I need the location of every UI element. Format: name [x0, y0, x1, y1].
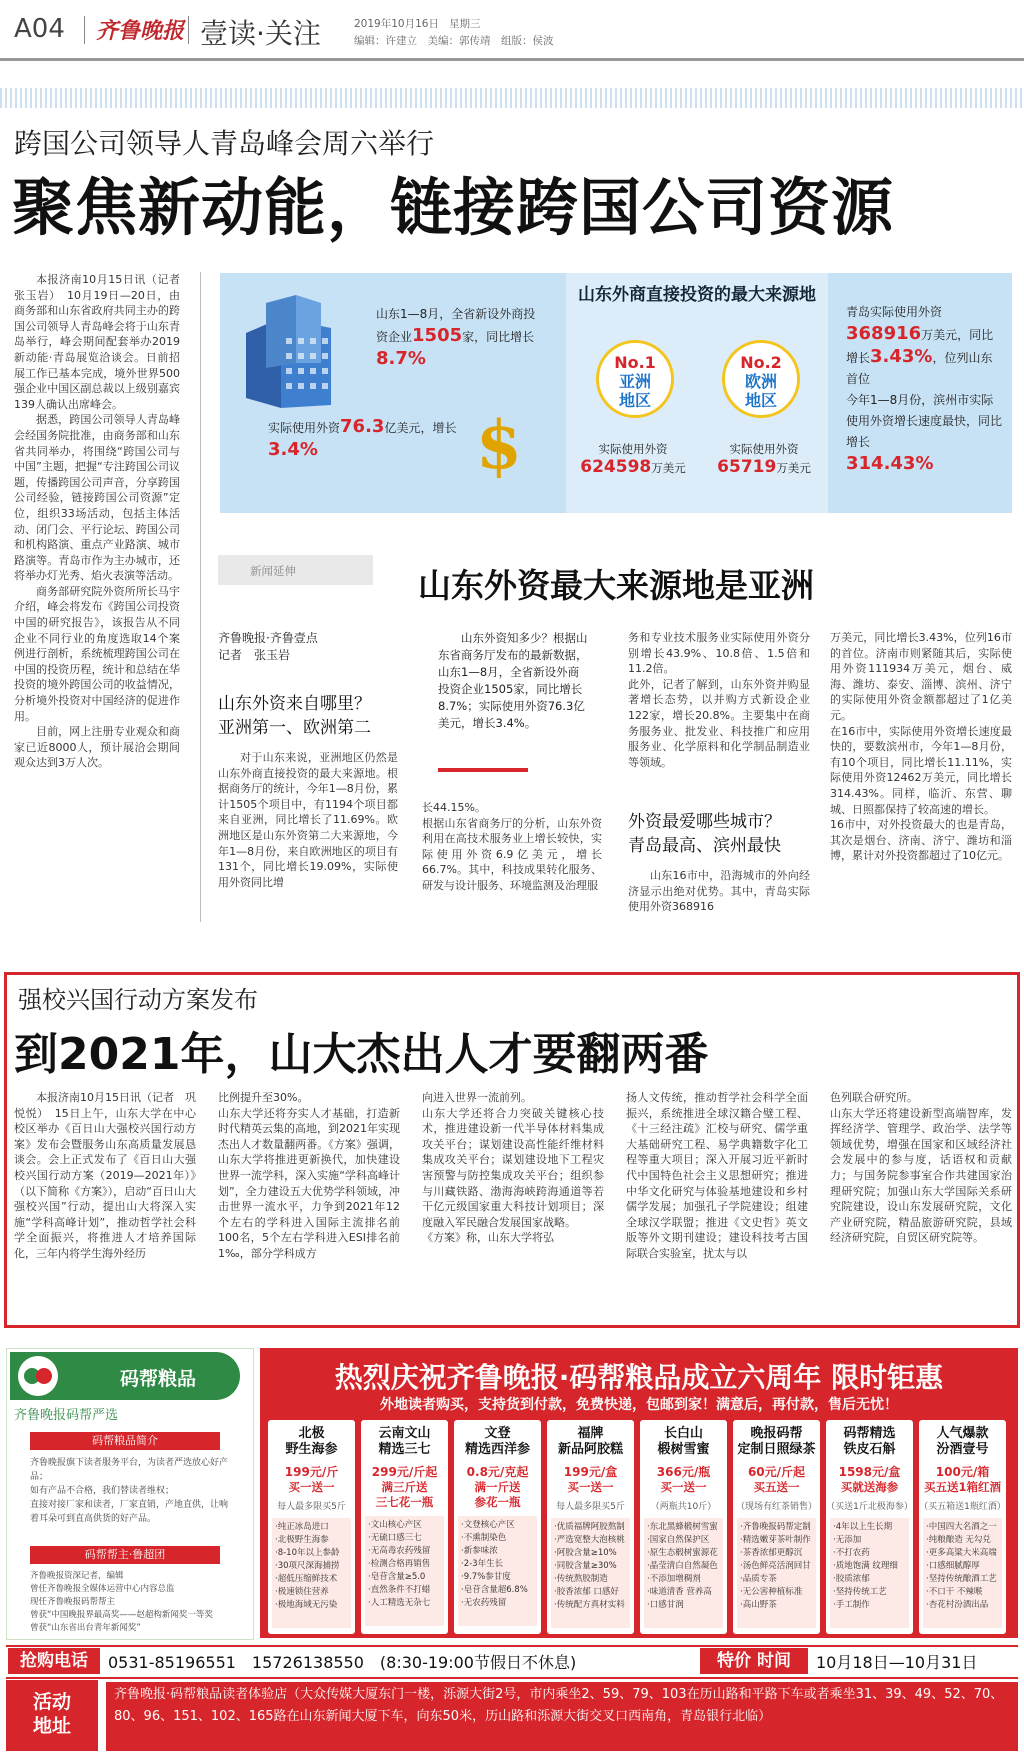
stat-label: 实际使用外资 [598, 442, 668, 456]
product-features: ·文山核心产区 ·无硫口感三七 ·无高毒农药残留 ·检测合格再销售 ·皂苷含量≥5.0 ·直然条件不打蜡 ·人工精选无杂七 [365, 1516, 444, 1626]
story2-col3b: 山东16市中，沿海城市的外向经济显示出绝对优势。其中，青岛实际使用外资368916 [628, 869, 810, 914]
stat-value: 624598 [580, 457, 652, 477]
product-deal: 买就送海参 [840, 1480, 899, 1494]
column-rule [200, 272, 201, 922]
badge-rank: No.2 [740, 353, 782, 372]
stat-value: 368916 [846, 323, 922, 344]
ad-intro-text: 齐鲁晚报旗下读者服务平台，为读者严选放心好产品； 如有产品不合格，我们替读者维权； 直接对接厂家和读者，厂家直销，产地直供，让响着耳朵可到直高供货的好产品。 [30, 1458, 229, 1524]
product-price: 199元/盒 [563, 1465, 618, 1479]
stat-value: 3.4% [268, 439, 318, 460]
product-price: 299元/斤起 [371, 1465, 438, 1479]
product-name: 长白山 椴树雪蜜 [657, 1426, 710, 1457]
news-extension-tag [218, 555, 373, 585]
product-note: （买送1斤北极海参） [826, 1502, 913, 1512]
product-price: 0.8元/克起 [466, 1465, 529, 1479]
address-text: 齐鲁晚报·码帮粮品读者体验店（大众传媒大厦东门一楼，泺源大街2号，市内乘坐2、59、79、103在历山路和平路下车或者乘坐31、39、49、52、70、80、96、151、102、165路在山东新闻大厦下车，向东50米，历山路和泺源大街交叉口西南角，青岛银行北临） [106, 1682, 1018, 1751]
story1-body [14, 272, 191, 922]
paragraph: 商务部研究院外资所所长马宇介绍，峰会将发布《跨国公司投资中国的研究报告》，该报告从不同企业不同行业的角度选取14个案例进行剖析，系统梳理跨国公司在中国的投资历程，统计和总结在华投资的境外跨国公司的收益情况，分析境外投资对中国经济的促进作用。 [14, 584, 180, 723]
stat-value: 76.3 [340, 416, 385, 437]
story2-byline: 齐鲁晚报·齐鲁壹点 记者 张玉岩 [218, 631, 318, 662]
stat-value: 8.7% [376, 348, 426, 369]
stat-text: 家，同比增长 [462, 330, 535, 344]
product-name: 码帮精选 铁皮石斛 [843, 1426, 896, 1457]
product-card [640, 1420, 727, 1634]
product-features: ·优质福牌阿胶熬制 ·严选宽整大泡核桃 ·阿胶含量≥10% ·同胶含量≥30% ·传统熬胶制造 ·胶香浓郁 口感好 ·传统配方真材实料 [551, 1518, 630, 1628]
product-deal: 满三斤送 三七花一瓶 [375, 1480, 434, 1509]
story2-col4: 万美元，同比增长3.43%，位列16市的首位。济南市则紧随其后，实际使用外资111934万美元，烟台、威海、潍坊、泰安、淄博、滨州、济宁的实际使用外资金额都超过了1亿美元。 在16市中，实际使用外资增长速度最快的，要数滨州市，今年1—8月份，有10个项目，同比增长11.11%，实际使用外资12462万美元，同比增长314.43%。同样，临沂、东营、聊城、日照都保持了较高速的增长。 16市中，对外投资最大的也是青岛，其次是烟台、济南、济宁、潍坊和淄博，累计对外投资都超过了10亿元。 [830, 631, 1012, 863]
product-name: 文登 精选西洋参 [464, 1426, 530, 1457]
badge-region: 欧洲 [744, 372, 777, 391]
red-accent-bar [438, 768, 528, 772]
product-deal: 满一斤送 参花一瓶 [474, 1480, 521, 1509]
ad-subtitle: 外地读者购买，支持货到付款，免费快递，包邮到家！满意后，再付款，售后无忧！ [380, 1397, 898, 1413]
ad-intro-title: 码帮粮品简介 [30, 1432, 220, 1450]
product-deal: 买一送一 [660, 1480, 707, 1494]
badge-region: 地区 [618, 391, 651, 410]
story2-headline: 山东外资最大来源地是亚洲 [418, 566, 814, 605]
product-features: ·齐鲁晚报码帮定制 ·精选嫩芽茶叶制作 ·茶香浓郁更醇沉 ·汤色鲜亮活润回甘 ·品质专茶 ·无公害种植标准 ·高山野茶 [737, 1518, 816, 1628]
stat-text: 山东1—8月，全省新设外商投资企业 [376, 307, 536, 344]
product-note: （两瓶共10斤） [650, 1502, 717, 1512]
product-card [268, 1420, 355, 1634]
story2-subhead-2: 外资最爱哪些城市？ 青岛最高、滨州最快 [628, 812, 781, 856]
stat-label: 实际使用外资 [729, 442, 799, 456]
product-card [454, 1420, 541, 1634]
time-label: 特价 时间 [700, 1648, 808, 1674]
story3-col3: 向进入世界一流前列。 山东大学还将合力突破关键核心技术，推进建设新一代半导体材料集成攻关平台；谋划建设高性能纤维材料集成攻关平台；谋划建设地下工程灾害预警与防控集成攻关平台；组织参与川藏铁路、渤海海峡跨海通道等若干亿元级国家重大科技计划项目；深度融入军民融合发展国家战略。 《方案》称，山东大学将弘 [422, 1091, 604, 1245]
badge-rank: No.1 [614, 353, 656, 372]
badge-region: 亚洲 [618, 372, 651, 391]
stat-new-enterprises [376, 304, 546, 371]
story2-col2: 长44.15%。 根据山东省商务厅的分析，山东外资利用在高技术服务业上增长较快，实际使用外资6.9亿美元，增长66.7%。其中，科技成果转化服务、研发与设计服务、环境监测及治理服 [422, 801, 602, 892]
story3-col4: 扬人文传统，推动哲学社会科学全面振兴，系统推进全球汉籍合璧工程、《十三经注疏》汇校与研究、儒学重大基础研究工程、易学典籍数字化工程等重大项目；深入开展习近平新时代中国特色社会主义思想研究；推进中华文化研究与体验基地建设和乡村儒学发展；加强孔子学院建设；组建全球汉学联盟；推进《文史哲》英文版等外文期刊建设；建设科技考古国际联合实验室，扰太与以 [626, 1091, 808, 1260]
product-note: 每人最多限买5斤 [277, 1502, 346, 1512]
stat-text: 万美元，同比增长 [846, 328, 994, 365]
product-features: ·中国四大名酒之一 ·纯粮酿造 无勾兑 ·更多高粱大米高端 ·口感细腻醇厚 ·坚持传统酿酒工艺 ·不口干 不辣喉 ·杏花村汾酒出品 [923, 1518, 1002, 1628]
product-deal: 买一送一 [288, 1480, 335, 1494]
page-number: A04 [14, 14, 65, 44]
story2-subhead-1: 山东外资来自哪里？ 亚洲第一、欧洲第二 [218, 694, 371, 738]
header-meta [354, 16, 554, 50]
region2-stat [700, 440, 828, 477]
product-features: ·东北黑蜂椴树雪蜜 ·国家自然保护区 ·原生态椴树蜜源花 ·晶莹清白自然凝色 ·不添加增稠剂 ·味道清香 营养高 ·口感甘润 [644, 1518, 723, 1628]
decorative-band [0, 88, 1024, 108]
story3-col2: 比例提升至30%。 山东大学还将夯实人才基础，打造新时代精英云集的高地，到2021年实现杰出人才数量翻两番。《方案》强调，山东大学将推进更新换代，加快建设世界一流学科，深入实施“学科高峰计划”，全力建设五大优势学科领域，冲击世界一流水平，力争到2021年12个左右的学科进入国际主流排名前100名，5个左右学科进入ESI排名前1‰，部分学科成方 [218, 1091, 400, 1260]
dollar-icon: $ [476, 406, 522, 484]
stat-text: ，位列山东首位 [846, 351, 993, 386]
section-name: 壹读·关注 [200, 17, 321, 50]
product-price: 1598元/盒 [838, 1465, 901, 1479]
story3-headline: 到2021年，山大杰出人才要翻两番 [14, 1029, 709, 1080]
header-rule [0, 58, 1024, 61]
stat-text: 青岛实际使用外资 [846, 305, 943, 319]
stat-text: 实际使用外资 [268, 421, 341, 435]
building-icon [236, 293, 346, 413]
ad-logo-sub: 齐鲁晚报码帮严选 [14, 1408, 119, 1423]
product-features: ·文登核心产区 ·不熏制染色 ·新参味浓 ·2-3年生长 ·9.7%参甘度 ·皂苷含量超6.8% ·无农药残留 [458, 1516, 537, 1626]
product-price: 60元/斤起 [747, 1465, 806, 1479]
address-label: 活动 地址 [6, 1680, 98, 1751]
stat-value: 314.43% [846, 453, 934, 474]
story3-col5: 色列联合研究所。 山东大学还将建设新型高端智库，发挥经济学、管理学、政治学、法学等领域优势，增强在国家和区域经济社会发展中的参与度，话语权和贡献力；与国务院参事室合作共建国家治理研究院；加强山东大学国际关系研究院建设，设山东发展研究院，文化产业研究院，精品旅游研究院，县域经济研究院，自贸区研究院等。 [830, 1091, 1012, 1245]
rank-badge-2 [722, 340, 800, 418]
promo-time: 10月18日—10月31日 [816, 1653, 978, 1672]
stat-value: 3.43% [870, 346, 933, 367]
stat-qingdao-binzhou [846, 302, 1004, 476]
product-name: 人气爆款 汾酒壹号 [936, 1426, 989, 1457]
product-card [733, 1420, 820, 1634]
stat-unit: 万美元 [651, 461, 686, 475]
story3-kicker: 强校兴国行动方案发布 [18, 986, 258, 1014]
product-price: 199元/斤 [284, 1465, 339, 1479]
product-deal: 买一送一 [567, 1480, 614, 1494]
stat-value: 65719 [717, 457, 777, 477]
stat-actual-foreign-capital [268, 416, 468, 462]
stat-text: 今年1—8月份，滨州市实际使用外资增长速度最快，同比增长 [846, 393, 1003, 449]
product-name: 云南文山 精选三七 [378, 1426, 431, 1457]
header-divider [188, 16, 189, 44]
story1-headline: 聚焦新动能，链接跨国公司资源 [12, 171, 895, 244]
stat-text: 亿美元，增长 [384, 421, 457, 435]
tag-label: 新闻延伸 [250, 564, 296, 578]
product-card [547, 1420, 634, 1634]
story2-lead: 山东外资知多少？根据山东省商务厅发布的最新数据，山东1—8月，全省新设外商投资企业1505家，同比增长8.7%；实际使用外资76.3亿美元，增长3.4%。 [438, 631, 588, 730]
product-note: 每人最多限买5斤 [556, 1502, 625, 1512]
stat-unit: 万美元 [776, 461, 811, 475]
product-card [919, 1420, 1006, 1634]
phone-label: 抢购电话 [8, 1648, 100, 1674]
phone-numbers: 0531-85196551 15726138550 (8:30-19:00节假日不休息) [108, 1653, 577, 1672]
issue-date: 2019年10月16日 [354, 18, 439, 30]
region1-stat [566, 440, 700, 477]
product-name: 福牌 新品阿胶糕 [557, 1426, 623, 1457]
stat-value: 1505 [412, 325, 463, 346]
product-features: ·4年以上生长期 ·无添加 ·不打农药 ·质地饱满 纹理细 ·胶质浓郁 ·坚持传统工艺 ·手工制作 [830, 1518, 909, 1628]
brand-logo-icon [18, 1356, 58, 1396]
badge-region: 地区 [744, 391, 777, 410]
issue-weekday: 星期三 [448, 18, 481, 30]
product-note: （买五箱送1瓶红酒） [919, 1502, 1006, 1512]
product-features: ·纯正冰岛进口 ·北极野生海参 ·8-10年以上参龄 ·30项尺深海捕捞 ·超低压缩鲜技术 ·极速锁住营养 ·极地海域无污染 [272, 1518, 351, 1628]
product-card [826, 1420, 913, 1634]
product-deal: 买五送一 [753, 1480, 800, 1494]
ad-logo-bar [10, 1352, 240, 1400]
paragraph: 据悉，跨国公司领导人青岛峰会经国务院批准，由商务部和山东省共同举办，将围绕“跨国公司与中国”主题，把握“专注跨国公司议题，传播跨国公司声音，分享跨国公司经验，链接跨国公司资源”定位，组织33场活动，包括主体活动、闭门会、平行论坛、跨国公司和机构路演、重点产业路演、城市路演等。青岛市作为主办城市，还将举办灯光秀、焰火表演等活动。 [14, 413, 180, 583]
product-note: （现场有红茶销售） [735, 1502, 817, 1512]
story3-col1: 本报济南10月15日讯（记者 巩悦悦） 15日上午，山东大学在中心校区举办《百日山大强校兴国行动方案》发布会暨服务山东高质量发展恳谈会。会上正式发布了《百日山大强校兴国行动方案（2019—2021年）》（以下简称《方案》），启动“百日山大强校兴国”行动，提出山大将深入实施“学科高峰计划”，推动哲学社会科学全面振兴，将推进人才培养国际化，三年内将学生海外经历 [14, 1091, 196, 1260]
story2-col3: 务和专业技术服务业实际使用外资分别增长43.9%、10.8倍、1.5倍和11.2倍。 此外，记者了解到，山东外资并购显著增长态势，以并购方式新设企业122家，增长20.8%。主要集中在商务服务业、批发业、科技推广和应用服务业、化学原料和化学制品制造业等领域。 [628, 631, 810, 769]
product-name: 北极 野生海参 [285, 1426, 338, 1457]
product-price: 366元/瓶 [656, 1465, 711, 1479]
paragraph: 目前，网上注册专业观众和商家已近8000人，预计展洽会期间观众达到3万人次。 [14, 725, 180, 770]
paragraph: 本报济南10月15日讯（记者 张玉岩） 10月19日—20日，由商务部和山东省政府共同主办的跨国公司领导人青岛峰会将于山东青岛举行，峰会期间配套举办2019新动能·青岛展览洽谈会。日前招展工作已基本完成，境外世界500强企业中国区副总裁以上级别嘉宾139人确认出席峰会。 [14, 273, 191, 411]
infographic-title: 山东外商直接投资的最大来源地 [578, 285, 816, 305]
product-deal: 买五送1箱红酒 [923, 1480, 1001, 1494]
newspaper-brand: 齐鲁晚报 [96, 18, 185, 44]
story2-col1: 对于山东来说，亚洲地区仍然是山东外商直接投资的最大来源地。根据商务厅的统计，今年1—8月份，累计1505个项目中，有1194个项目都来自亚洲，同比增长了11.69%。欧洲地区是山东外资第二大来源地，今年1—8月份，来自欧洲地区的项目有131个，同比增长19.09%，实际使用外资同比增 [218, 751, 398, 889]
rank-badge-1 [596, 340, 674, 418]
ad-title: 热烈庆祝齐鲁晚报·码帮粮品成立六周年 限时钜惠 [334, 1361, 944, 1394]
product-name: 晚报码帮 定制日照绿茶 [737, 1426, 816, 1457]
product-card [361, 1420, 448, 1634]
ad-help-text: 齐鲁晚报资深记者，编辑 曾任齐鲁晚报全媒体运营中心内容总监 现任齐鲁晚报码帮帮主 曾获“中国晚报界最高奖——赵超构新闻奖一等奖 曾获“山东省出台青年新闻奖” [30, 1571, 213, 1633]
ad-help-title: 码帮帮主·鲁超团 [30, 1546, 220, 1564]
header-divider [84, 16, 85, 44]
story1-kicker: 跨国公司领导人青岛峰会周六举行 [14, 127, 435, 160]
product-price: 100元/箱 [935, 1465, 990, 1479]
editor-credits: 编辑：许建立 美编：郭传靖 组版：侯波 [354, 35, 554, 47]
ad-logo-text: 码帮粮品 [120, 1368, 197, 1390]
